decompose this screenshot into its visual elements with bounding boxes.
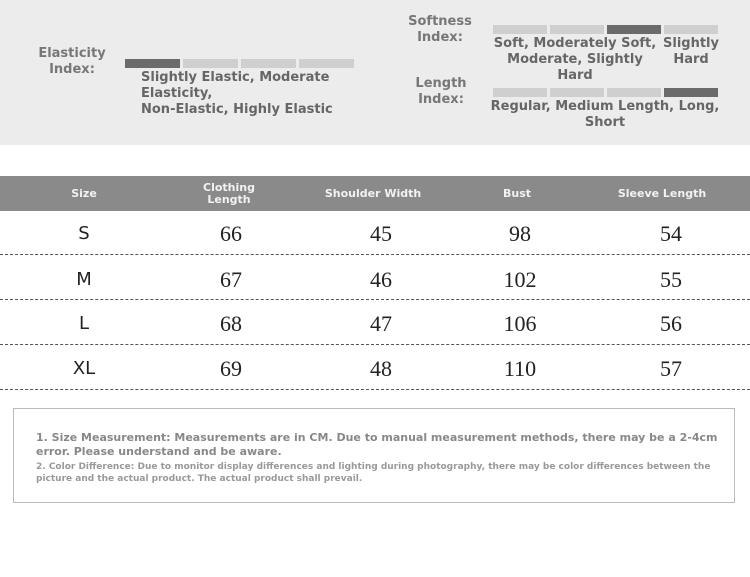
note-size-measurement: 1. Size Measurement: Measurements are in CM. Due to manual measurement methods, there may be a 2-4cm error. Please understand and be aware. (36, 431, 718, 458)
cell-sleeve-length: 54 (660, 220, 682, 246)
size-table-header (0, 176, 750, 211)
cell-bust: 98 (509, 220, 531, 246)
header-sleeve-length: Sleeve Length (617, 186, 707, 200)
length-index-options: Regular, Medium Length, Long, Short (490, 99, 720, 130)
cell-shoulder-width: 48 (370, 355, 392, 381)
row-divider (0, 254, 750, 255)
softness-segment (493, 25, 547, 34)
length-index-segment (607, 88, 661, 97)
cell-clothing-length: 68 (220, 310, 242, 336)
elasticity-options: Slightly Elastic, Moderate Elasticity, Non-Elastic, Highly Elastic (141, 70, 333, 117)
softness-segment (664, 25, 718, 34)
softness-option-last: Slightly Hard (663, 36, 719, 67)
elasticity-label: Elasticity Index: (38, 46, 106, 77)
cell-size: XL (72, 358, 96, 379)
header-bust: Bust (502, 186, 532, 200)
softness-segment (550, 25, 604, 34)
cell-clothing-length: 66 (220, 220, 242, 246)
cell-sleeve-length: 57 (660, 355, 682, 381)
header-size: Size (71, 186, 97, 200)
fabric-index-panel (0, 0, 750, 145)
elasticity-segment (299, 59, 354, 68)
header-clothing-length: Clothing Length (203, 180, 255, 206)
table-row (0, 257, 750, 302)
cell-size: L (78, 313, 90, 334)
cell-clothing-length: 67 (220, 266, 242, 292)
table-row (0, 346, 750, 391)
elasticity-segment (125, 59, 180, 68)
row-divider (0, 389, 750, 390)
cell-sleeve-length: 55 (660, 266, 682, 292)
length-index-segment (493, 88, 547, 97)
cell-sleeve-length: 56 (660, 310, 682, 336)
softness-segment (607, 25, 661, 34)
notes-box (13, 408, 735, 503)
cell-shoulder-width: 47 (370, 310, 392, 336)
elasticity-segment (241, 59, 296, 68)
softness-options: Soft, Moderately Soft, Moderate, Slightly Hard (493, 36, 657, 83)
cell-shoulder-width: 45 (370, 220, 392, 246)
length-index-scale (493, 88, 721, 97)
row-divider (0, 299, 750, 300)
length-index-segment (550, 88, 604, 97)
softness-label: Softness Index: (408, 14, 472, 45)
note-color-difference: 2. Color Difference: Due to monitor display differences and lighting during photography, there may be color differences between the picture and the actual product. The actual product shall prevail. (36, 462, 711, 484)
cell-clothing-length: 69 (220, 355, 242, 381)
length-index-segment (664, 88, 718, 97)
cell-size: M (76, 269, 92, 290)
softness-scale (493, 25, 721, 34)
row-divider (0, 344, 750, 345)
cell-size: S (78, 223, 90, 244)
elasticity-scale (125, 59, 357, 68)
cell-bust: 110 (503, 355, 537, 381)
table-row (0, 301, 750, 346)
cell-bust: 102 (503, 266, 537, 292)
cell-shoulder-width: 46 (370, 266, 392, 292)
table-row (0, 211, 750, 256)
elasticity-segment (183, 59, 238, 68)
length-index-label: Length Index: (415, 76, 467, 107)
cell-bust: 106 (503, 310, 537, 336)
header-shoulder-width: Shoulder Width (324, 186, 422, 200)
